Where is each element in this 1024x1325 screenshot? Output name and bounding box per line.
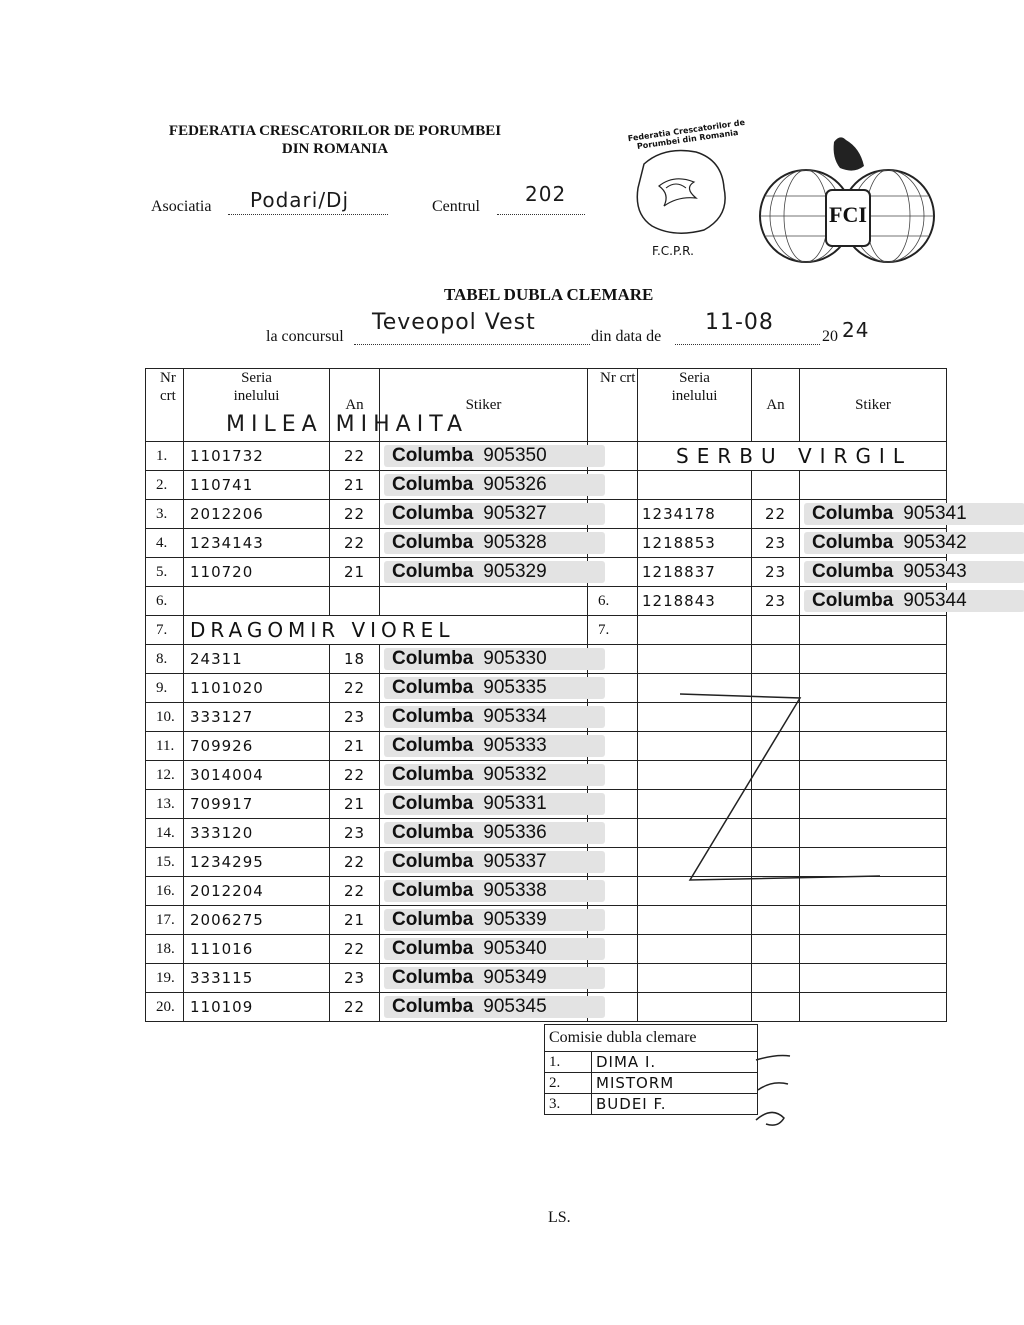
table-row bbox=[146, 964, 947, 993]
asociatia-field bbox=[228, 188, 388, 215]
ring-year: 22 bbox=[330, 761, 380, 790]
sticker-brand: Columba bbox=[392, 764, 474, 785]
columba-sticker bbox=[384, 967, 605, 989]
sticker-cell bbox=[380, 500, 588, 529]
sticker-brand: Columba bbox=[392, 909, 474, 930]
columba-sticker bbox=[384, 851, 605, 873]
table-row bbox=[146, 616, 947, 645]
ring-year: 23 bbox=[330, 703, 380, 732]
ring-year-right bbox=[752, 993, 800, 1022]
sticker-cell-right bbox=[800, 529, 967, 558]
sticker-code: 905349 bbox=[483, 967, 547, 988]
sticker-cell-right bbox=[800, 964, 947, 993]
federation-line2: DIN ROMANIA bbox=[281, 141, 389, 157]
sticker-cell-right bbox=[800, 558, 967, 587]
sticker-brand: Columba bbox=[392, 706, 474, 727]
columba-sticker bbox=[384, 735, 605, 757]
sticker-cell bbox=[380, 645, 588, 674]
columba-sticker bbox=[384, 938, 605, 960]
ring-serial bbox=[184, 587, 330, 616]
fcpr-ring-text: Federatia Crescatorilor de Porumbei din Romania bbox=[627, 117, 746, 152]
ring-serial-right: 1218853 bbox=[638, 529, 752, 558]
comisie-name: BUDEI F. bbox=[592, 1094, 758, 1115]
sticker-cell-right bbox=[800, 587, 967, 616]
sticker-brand: Columba bbox=[392, 967, 474, 988]
row-number: 20. bbox=[146, 993, 184, 1022]
row-number: 4. bbox=[146, 529, 184, 558]
sticker-cell bbox=[380, 442, 588, 471]
row-number: 11. bbox=[146, 732, 184, 761]
ring-serial-right bbox=[638, 471, 752, 500]
sticker-brand: Columba bbox=[392, 648, 474, 669]
table-row bbox=[146, 645, 947, 674]
comisie-name: DIMA I. bbox=[592, 1052, 758, 1073]
ring-serial-right bbox=[638, 645, 752, 674]
row-number: 18. bbox=[146, 935, 184, 964]
ring-serial: 110109 bbox=[184, 993, 330, 1022]
ring-serial-right bbox=[638, 906, 752, 935]
ring-serial-right bbox=[638, 935, 752, 964]
row-number: 19. bbox=[146, 964, 184, 993]
row-number: 17. bbox=[146, 906, 184, 935]
sticker-code: 905343 bbox=[903, 561, 967, 582]
columba-sticker bbox=[384, 532, 605, 554]
concurs-value: Teveopol Vest bbox=[372, 310, 536, 335]
ring-serial-right: 1218837 bbox=[638, 558, 752, 587]
centrul-field bbox=[497, 182, 585, 215]
ring-year-right: 23 bbox=[752, 558, 800, 587]
table-row bbox=[146, 935, 947, 964]
sticker-code: 905330 bbox=[483, 648, 547, 669]
sticker-brand: Columba bbox=[392, 938, 474, 959]
columba-sticker bbox=[384, 822, 605, 844]
ring-year-right bbox=[752, 964, 800, 993]
sticker-brand: Columba bbox=[392, 880, 474, 901]
ring-year-right bbox=[752, 645, 800, 674]
sticker-code: 905328 bbox=[483, 532, 547, 553]
ring-year: 21 bbox=[330, 732, 380, 761]
ring-year: 22 bbox=[330, 442, 380, 471]
owner-name-left: MILEA MIHAITA bbox=[226, 412, 469, 437]
columba-sticker bbox=[804, 503, 1024, 525]
sticker-code: 905329 bbox=[483, 561, 547, 582]
ring-serial: 709917 bbox=[184, 790, 330, 819]
sticker-cell bbox=[380, 877, 588, 906]
row-number: 16. bbox=[146, 877, 184, 906]
ring-year-right bbox=[752, 471, 800, 500]
table-row bbox=[146, 558, 947, 587]
ring-year: 22 bbox=[330, 674, 380, 703]
ls-stamp-label: LS. bbox=[548, 1209, 571, 1226]
sticker-cell bbox=[380, 529, 588, 558]
sticker-cell bbox=[380, 935, 588, 964]
date-value: 11-08 bbox=[705, 310, 774, 335]
sticker-code: 905345 bbox=[483, 996, 547, 1017]
ring-serial: 3014004 bbox=[184, 761, 330, 790]
row-number: 13. bbox=[146, 790, 184, 819]
sticker-cell-right bbox=[800, 616, 947, 645]
comisie-nr: 3. bbox=[545, 1094, 592, 1115]
table-row bbox=[146, 500, 947, 529]
sticker-brand: Columba bbox=[392, 503, 474, 524]
sticker-cell bbox=[380, 471, 588, 500]
table-row bbox=[146, 442, 947, 471]
row-number: 15. bbox=[146, 848, 184, 877]
row-number: 9. bbox=[146, 674, 184, 703]
columba-sticker bbox=[384, 880, 605, 902]
sticker-cell-right bbox=[800, 500, 967, 529]
row-number: 14. bbox=[146, 819, 184, 848]
header-seria-right: Seria inelului bbox=[638, 369, 752, 442]
columba-sticker bbox=[384, 677, 605, 699]
columba-sticker bbox=[384, 793, 605, 815]
row-number: 3. bbox=[146, 500, 184, 529]
sticker-code: 905326 bbox=[483, 474, 547, 495]
year-prefix: 20 bbox=[822, 328, 838, 345]
ring-year bbox=[330, 587, 380, 616]
sticker-cell bbox=[380, 703, 588, 732]
sticker-brand: Columba bbox=[812, 590, 894, 611]
date-field bbox=[675, 310, 820, 345]
sticker-cell-right bbox=[800, 471, 947, 500]
ring-year: 23 bbox=[330, 964, 380, 993]
row-number: 2. bbox=[146, 471, 184, 500]
columba-sticker bbox=[384, 764, 605, 786]
sticker-cell bbox=[380, 674, 588, 703]
ring-year: 18 bbox=[330, 645, 380, 674]
ring-serial: 2012206 bbox=[184, 500, 330, 529]
table-row bbox=[146, 906, 947, 935]
header-seria-left: Seria inelului bbox=[184, 369, 330, 442]
ring-serial: 333127 bbox=[184, 703, 330, 732]
sticker-code: 905338 bbox=[483, 880, 547, 901]
sticker-cell bbox=[380, 761, 588, 790]
centrul-label: Centrul bbox=[432, 198, 480, 215]
sticker-brand: Columba bbox=[812, 561, 894, 582]
ring-serial: 24311 bbox=[184, 645, 330, 674]
sticker-cell bbox=[380, 558, 588, 587]
header-an-right: An bbox=[752, 369, 800, 442]
table-row bbox=[146, 471, 947, 500]
fcpr-abbr: F.C.P.R. bbox=[652, 244, 694, 258]
row-number: 8. bbox=[146, 645, 184, 674]
ring-year: 22 bbox=[330, 848, 380, 877]
sticker-brand: Columba bbox=[392, 735, 474, 756]
concurs-label: la concursul bbox=[266, 328, 344, 345]
ring-year: 21 bbox=[330, 906, 380, 935]
ring-serial-right: 1234178 bbox=[638, 500, 752, 529]
ring-serial: 1101020 bbox=[184, 674, 330, 703]
columba-sticker bbox=[384, 503, 605, 525]
ring-year-right bbox=[752, 616, 800, 645]
columba-sticker bbox=[384, 909, 605, 931]
sticker-cell-right bbox=[800, 993, 947, 1022]
ring-year: 22 bbox=[330, 993, 380, 1022]
ring-serial: 110720 bbox=[184, 558, 330, 587]
comisie-signatures bbox=[750, 1048, 810, 1148]
columba-sticker bbox=[804, 532, 1024, 554]
columba-sticker bbox=[384, 561, 605, 583]
columba-sticker bbox=[384, 648, 605, 670]
row-number-right: 7. bbox=[588, 616, 638, 645]
sticker-brand: Columba bbox=[812, 503, 894, 524]
columba-sticker bbox=[384, 445, 605, 467]
sticker-cell bbox=[380, 993, 588, 1022]
date-label: din data de bbox=[591, 328, 662, 345]
page-title: TABEL DUBLA CLEMARE bbox=[444, 285, 654, 304]
concurs-field bbox=[354, 310, 590, 345]
sticker-code: 905337 bbox=[483, 851, 547, 872]
sticker-cell bbox=[380, 587, 588, 616]
columba-sticker bbox=[384, 996, 605, 1018]
ring-serial: 1234143 bbox=[184, 529, 330, 558]
ring-year-right: 22 bbox=[752, 500, 800, 529]
header-an-left: An bbox=[330, 369, 380, 442]
sticker-cell bbox=[380, 964, 588, 993]
sticker-brand: Columba bbox=[392, 561, 474, 582]
sticker-code: 905333 bbox=[483, 735, 547, 756]
sticker-cell-right bbox=[800, 906, 947, 935]
comisie-title: Comisie dubla clemare bbox=[545, 1025, 758, 1052]
sticker-cell bbox=[380, 732, 588, 761]
federation-name bbox=[120, 122, 550, 158]
sticker-brand: Columba bbox=[392, 532, 474, 553]
row-number: 5. bbox=[146, 558, 184, 587]
comisie-name: MISTORM bbox=[592, 1073, 758, 1094]
row-number: 7. bbox=[146, 616, 184, 645]
comisie-table bbox=[544, 1024, 758, 1115]
globes-pigeon-icon bbox=[754, 126, 940, 266]
ring-year: 22 bbox=[330, 877, 380, 906]
ring-serial: 1101732 bbox=[184, 442, 330, 471]
sticker-cell bbox=[380, 790, 588, 819]
federation-line1: FEDERATIA CRESCATORILOR DE PORUMBEI bbox=[168, 123, 502, 139]
sticker-cell bbox=[380, 848, 588, 877]
ring-serial: 333120 bbox=[184, 819, 330, 848]
row-number: 10. bbox=[146, 703, 184, 732]
header-stiker-left: Stiker bbox=[380, 369, 588, 442]
sticker-cell bbox=[380, 819, 588, 848]
sticker-code: 905344 bbox=[903, 590, 967, 611]
ring-serial: 709926 bbox=[184, 732, 330, 761]
ring-serial: 1234295 bbox=[184, 848, 330, 877]
sticker-code: 905334 bbox=[483, 706, 547, 727]
table-row bbox=[146, 587, 947, 616]
header-nr-right: Nr crt bbox=[588, 369, 638, 442]
ring-serial: 2006275 bbox=[184, 906, 330, 935]
fci-abbr: FCI bbox=[829, 202, 867, 227]
row-number-right: 6. bbox=[588, 587, 638, 616]
row-number: 6. bbox=[146, 587, 184, 616]
sticker-cell-right bbox=[800, 645, 947, 674]
sticker-code: 905341 bbox=[903, 503, 967, 524]
table-row bbox=[146, 529, 947, 558]
ring-serial: 2012204 bbox=[184, 877, 330, 906]
sticker-code: 905350 bbox=[483, 445, 547, 466]
table-row bbox=[146, 993, 947, 1022]
ring-year-right bbox=[752, 906, 800, 935]
sticker-brand: Columba bbox=[392, 851, 474, 872]
sticker-brand: Columba bbox=[392, 677, 474, 698]
sticker-cell-right bbox=[800, 935, 947, 964]
comisie-nr: 1. bbox=[545, 1052, 592, 1073]
ring-serial-right: 1218843 bbox=[638, 587, 752, 616]
sticker-code: 905332 bbox=[483, 764, 547, 785]
ring-serial: 110741 bbox=[184, 471, 330, 500]
ring-year: 22 bbox=[330, 935, 380, 964]
ring-year: 22 bbox=[330, 500, 380, 529]
columba-sticker bbox=[384, 706, 605, 728]
ring-serial-right bbox=[638, 964, 752, 993]
ring-year: 21 bbox=[330, 790, 380, 819]
ring-year-right bbox=[752, 935, 800, 964]
sticker-brand: Columba bbox=[392, 793, 474, 814]
centrul-value: 202 bbox=[525, 182, 567, 206]
ring-serial: 111016 bbox=[184, 935, 330, 964]
sticker-cell bbox=[380, 906, 588, 935]
empty-rows-strike bbox=[680, 680, 930, 900]
header-stiker-right: Stiker bbox=[800, 369, 947, 442]
sticker-brand: Columba bbox=[392, 474, 474, 495]
sticker-brand: Columba bbox=[392, 445, 474, 466]
ring-year: 21 bbox=[330, 558, 380, 587]
sticker-code: 905335 bbox=[483, 677, 547, 698]
year-suffix: 24 bbox=[842, 318, 870, 342]
row-number: 12. bbox=[146, 761, 184, 790]
fcpr-logo bbox=[604, 117, 754, 266]
sticker-brand: Columba bbox=[392, 822, 474, 843]
ring-serial-right bbox=[638, 616, 752, 645]
columba-sticker bbox=[804, 590, 1024, 612]
sticker-code: 905342 bbox=[903, 532, 967, 553]
sticker-brand: Columba bbox=[392, 996, 474, 1017]
sticker-code: 905340 bbox=[483, 938, 547, 959]
asociatia-label: Asociatia bbox=[151, 198, 212, 215]
ring-serial: DRAGOMIR VIOREL bbox=[184, 616, 588, 645]
sticker-brand: Columba bbox=[812, 532, 894, 553]
row-number: 1. bbox=[146, 442, 184, 471]
asociatia-value: Podari/Dj bbox=[250, 188, 350, 212]
sticker-code: 905336 bbox=[483, 822, 547, 843]
ring-year: 23 bbox=[330, 819, 380, 848]
ring-year: 22 bbox=[330, 529, 380, 558]
ring-serial-right: SERBU VIRGIL bbox=[638, 442, 947, 471]
header-nr-left: Nr crt bbox=[146, 369, 184, 442]
ring-year-right: 23 bbox=[752, 529, 800, 558]
ring-year-right: 23 bbox=[752, 587, 800, 616]
sticker-code: 905339 bbox=[483, 909, 547, 930]
fci-logo bbox=[754, 126, 940, 266]
ring-year: 21 bbox=[330, 471, 380, 500]
columba-sticker bbox=[384, 474, 605, 496]
sticker-code: 905331 bbox=[483, 793, 547, 814]
comisie-nr: 2. bbox=[545, 1073, 592, 1094]
sticker-code: 905327 bbox=[483, 503, 547, 524]
columba-sticker bbox=[804, 561, 1024, 583]
ring-serial-right bbox=[638, 993, 752, 1022]
ring-serial: 333115 bbox=[184, 964, 330, 993]
